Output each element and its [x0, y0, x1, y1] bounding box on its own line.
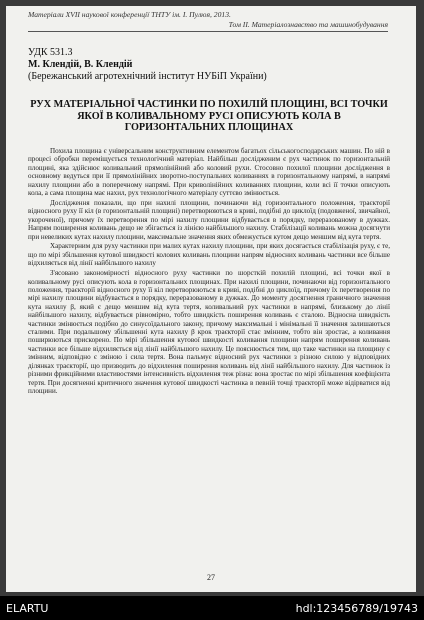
- authors: М. Клендій, В. Клендій: [28, 59, 133, 70]
- page-number: 27: [207, 573, 215, 582]
- udk-code: УДК 531.3: [28, 47, 73, 58]
- paragraph: З'ясовано закономірності відносного руху частинки по шорсткій похилій площині, всі точки якої в коливальному русі описують кола в горизонтальних площинах. При нахилі площини, починаючи від горизонтального положення, траєкторії відносного руху її кіл перетворюються в криві, подібні до циклоїд, причому їх перетворення по мірі нахилу площини відбувається в порядку, переразованому в дужках. До моменту досягнення граничного значення кута нахилу β, який є дещо меншим від кута тертя, коливальний рух частинки в напрямі, близькому до лінії найбільшого нахилу, відбувається рівномірно, тобто швидкість поширення коливань є сталою. Відносна швидкість частинки змінюється подібно до синусоїдального закону, причому максимальні і мінімальні її значення залишаються сталими. При подальшому збільшенні кута нахилу β крок траєкторії стає змінним, тобто він зростає, а коливання поширюються прискорено. По мірі збільшення кутової швидкості коливання площини напрям поширення коливань частинки все більше відхиляється від лінії найбільшого нахилу. Це пояснюється тим, що таке частинки на площину є змінним, відповідно є зміною і сила тертя. Вона пальмує відносний рух частинки з різною силою у відповідних ділянках траєкторії, що призводить до відхилення поширення коливань від лінії найбільшого нахилу. Для частинок із різними фрикційними властивостями інтенсивність відхилення теж різна: вона зростає по мірі збільшення коефіцієнта тертя. При досягненні критичного значення кутової швидкості частинка в певній точці траєкторії може відірватися від площини.: [28, 269, 390, 395]
- paper-title: РУХ МАТЕРІАЛЬНОЇ ЧАСТИНКИ ПО ПОХИЛІЙ ПЛОЩИНІ, ВСІ ТОЧКИ ЯКОЇ В КОЛИВАЛЬНОМУ РУСІ ОПИСУЮТЬ КОЛА В ГОРИЗОНТАЛЬНИХ ПЛОЩИНАХ: [30, 99, 388, 133]
- header-rule: [28, 31, 388, 32]
- paragraph: Характерним для руху частинки при малих кутах нахилу площини, при яких досягається стабілізація руху, є те, що по мірі збільшення кутової швидкості колових коливань площини напрям відносних коливань частинки все більше відхиляється від лінії найбільшого нахилу: [28, 242, 390, 268]
- repository-name[interactable]: ELARTU: [6, 602, 49, 615]
- repository-footer: [0, 596, 424, 620]
- running-header-conference: Матеріали XVII наукової конференції ТНТУ ім. І. Пулюя, 2013.: [28, 10, 231, 19]
- paragraph: Похила площина є універсальним конструктивним елементом багатьох сільськогосподарських машин. По ній в процесі обробки переміщується технологічний матеріал. Найбільш дослідженим є рух частинок по горизонтальній площині, яка здійснює коливальний прямолінійний або коловий рухи. Стосовно похилої площини дослідження в основному ведуться при її прямолінійних зворотно-поступальних коливаннях в горизонтальному напрямі, в напрямі нахилу площини або в поперечному напрямі. При криволінійних коливаннях площини, коли всі її точки описують кола, а сама площина має нахил, рух технологічного матеріалу суттєво змінюється.: [28, 147, 390, 198]
- paragraph: Дослідження показали, що при нахилі площини, починаючи від горизонтального положення, траєкторії відносного руху її кіл (в горизонтальній площині) перетворюються в криві, подібні до циклоїд (подовженої, звичайної, укороченої), причому їх перетворення по мірі нахилу площини відбувається в порядку, переразованому в дужках. Напрям поширення коливань дещо не збігається із лінією найбільшого нахилу. Стабілізації коливань можна досягнути при невеликих кутах нахилу площини, максимальне значення яких обмежується кутом дещо меншим від кута тертя.: [28, 198, 390, 241]
- running-header-volume: Том II. Матеріалознавство та машинобудування: [228, 20, 388, 29]
- document-page: [6, 6, 416, 592]
- affiliation: (Бережанський агротехнічний інститут НУБіП України): [28, 71, 267, 82]
- paper-body: [28, 147, 390, 397]
- handle-identifier[interactable]: hdl:123456789/19743: [295, 602, 418, 615]
